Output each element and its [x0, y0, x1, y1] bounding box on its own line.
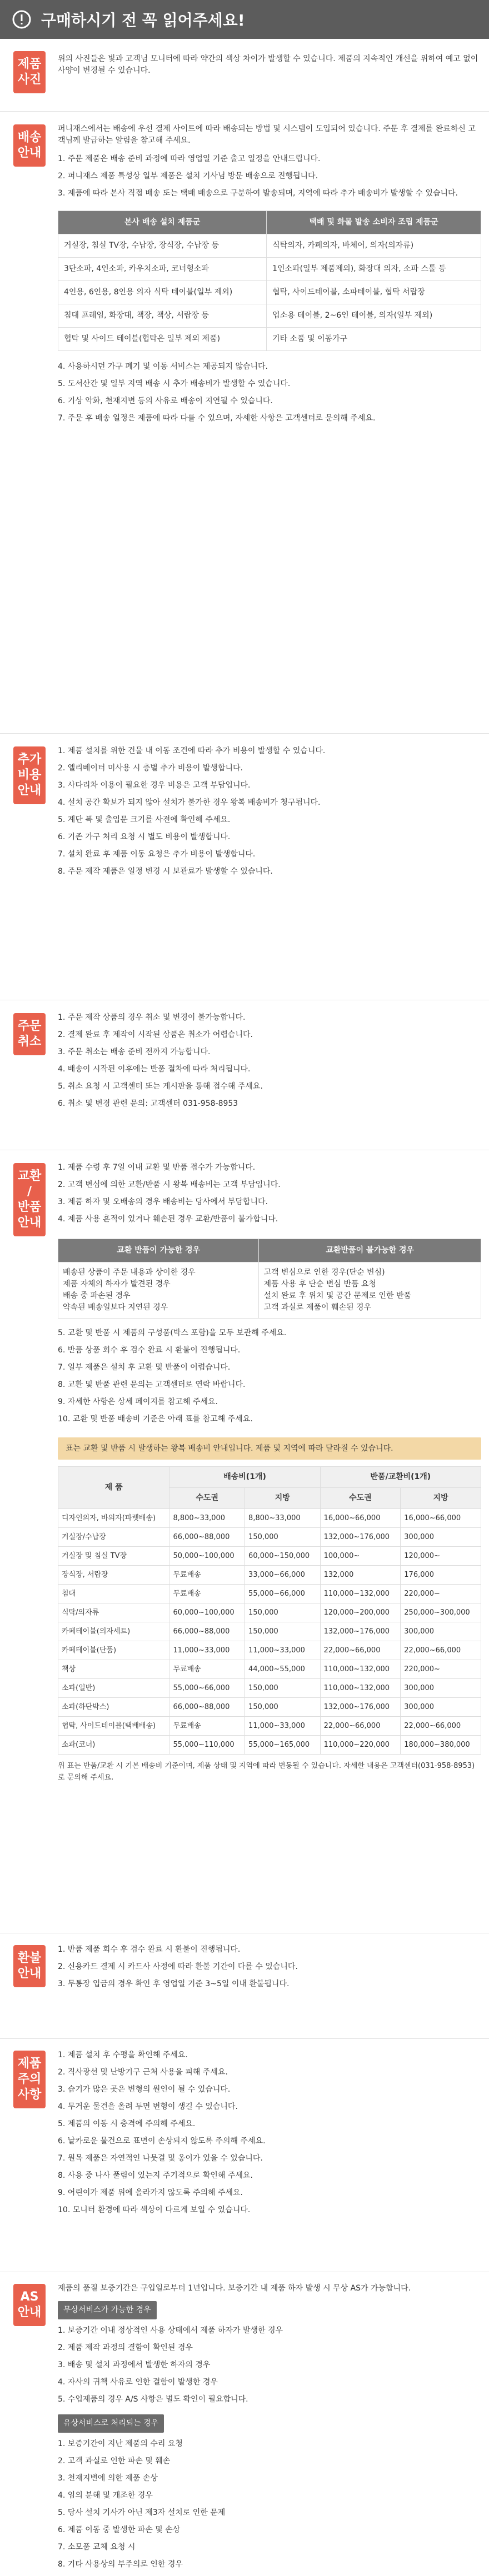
list-item: 10. 모니터 환경에 따라 색상이 다르게 보일 수 있습니다.	[58, 2206, 251, 2214]
as-intro: 제품의 품질 보증기간은 구입일로부터 1년입니다. 보증기간 내 제품 하자 발생 시 무상 AS가 가능합니다.	[58, 2284, 411, 2293]
delivery-intro: 퍼니재스에서는 배송에 우선 결제 사이트에 따라 배송되는 방법 및 시스템이 도입되어 있습니다. 주문 후 결제를 완료하신 고객님께 발급하는 알림을 참고해 주세요.	[58, 124, 476, 145]
list-item: 2. 제품 제작 과정의 결함이 확인된 경우	[58, 2343, 193, 2352]
table-cell: 16,000~66,000	[320, 1509, 401, 1528]
badge-line: 제품	[17, 57, 42, 71]
table-cell: 220,000~	[401, 1660, 481, 1679]
table-row	[58, 1622, 481, 1641]
list-item: 5. 계단 폭 및 출입문 크기를 사전에 확인해 주세요.	[58, 815, 231, 824]
product-photo-text: 위의 사진들은 빛과 고객님 모니터에 따라 약간의 색상 차이가 발생할 수 있습니다. 제품의 지속적인 개선을 위하여 예고 없이 사양이 변경될 수 있습니다.	[58, 54, 478, 75]
paid-service-label: 유상서비스로 처리되는 경우	[58, 2414, 164, 2433]
list-item: 10. 교환 및 반품 배송비 기준은 아래 표를 참고해 주세요.	[58, 1415, 253, 1424]
table-cell: 소파(코너)	[58, 1736, 169, 1755]
list-item: 고객 과실로 제품이 훼손된 경우	[263, 1303, 372, 1312]
table-cell	[58, 1262, 259, 1319]
table-cell: 55,000~110,000	[169, 1736, 245, 1755]
list-item: 4. 사용하시던 가구 폐기 및 이동 서비스는 제공되지 않습니다.	[58, 362, 268, 371]
caution-badge	[13, 2051, 46, 2108]
list-item: 2. 직사광선 및 난방기구 근처 사용을 피해 주세요.	[58, 2068, 228, 2077]
list-item: 3. 사다리차 이용이 필요한 경우 비용은 고객 부담입니다.	[58, 781, 251, 790]
table-cell: 협탁, 사이드테이블, 소파테이블, 협탁 서랍장	[267, 281, 481, 304]
table-header: 배송비(1개)	[169, 1467, 320, 1488]
list-item: 3. 습기가 많은 곳은 변형의 원인이 될 수 있습니다.	[58, 2085, 231, 2094]
table-cell: 침대	[58, 1585, 169, 1603]
table-cell: 3단소파, 4인소파, 카우치소파, 코너형소파	[58, 258, 267, 281]
delivery-badge	[13, 124, 46, 167]
table-cell: 220,000~	[401, 1585, 481, 1603]
extra-cost-badge	[13, 746, 46, 804]
list-item: 1. 보증기간 이내 정상적인 사용 상태에서 제품 하자가 발생한 경우	[58, 2326, 283, 2335]
table-subheader: 수도권	[320, 1488, 401, 1509]
table-header: 교환반품이 불가능한 경우	[259, 1239, 481, 1262]
table-cell: 150,000	[245, 1698, 321, 1717]
paid-service-list	[58, 2438, 481, 2570]
exchange-return-table	[58, 1239, 481, 1319]
list-item: 8. 사용 중 나사 풀림이 있는지 주기적으로 확인해 주세요.	[58, 2171, 253, 2180]
list-item: 6. 제품 이동 중 발생한 파손 및 손상	[58, 2525, 181, 2534]
list-item: 1. 제품 설치 후 수평을 확인해 주세요.	[58, 2051, 188, 2059]
table-cell: 50,000~100,000	[169, 1547, 245, 1566]
table-cell: 협탁, 사이드테이블(택배배송)	[58, 1717, 169, 1736]
list-item: 2. 엘리베이터 미사용 시 층별 추가 비용이 발생합니다.	[58, 764, 243, 773]
table-cell	[259, 1262, 481, 1319]
product-photo-badge	[13, 51, 46, 93]
table-cell: 장식장, 서랍장	[58, 1566, 169, 1585]
table-cell: 132,000~176,000	[320, 1528, 401, 1547]
table-cell: 110,000~220,000	[320, 1736, 401, 1755]
order-cancel-list	[58, 1012, 481, 1110]
table-header: 택배 및 화물 발송 소비자 조립 제품군	[267, 211, 481, 234]
table-cell: 카페테이블(단품)	[58, 1641, 169, 1660]
table-row	[58, 281, 481, 304]
extra-cost-section	[0, 733, 489, 1000]
table-row	[58, 1679, 481, 1698]
table-cell: 300,000	[401, 1679, 481, 1698]
table-cell: 66,000~88,000	[169, 1622, 245, 1641]
table-cell: 22,000~66,000	[401, 1717, 481, 1736]
table-cell: 협탁 및 사이드 테이블(협탁은 일부 제외 제품)	[58, 328, 267, 351]
badge-line: 반품	[17, 1200, 42, 1214]
list-item: 4. 제품 사용 흔적이 있거나 훼손된 경우 교환/반품이 불가합니다.	[58, 1215, 278, 1224]
table-cell: 식탁/의자류	[58, 1603, 169, 1622]
list-item: 5. 당사 설치 기사가 아닌 제3자 설치로 인한 문제	[58, 2508, 226, 2517]
notice-box: 표는 교환 및 반품 시 발생하는 왕복 배송비 안내입니다. 제품 및 지역에 따라 달라질 수 있습니다.	[58, 1437, 481, 1460]
list-item: 6. 기상 악화, 천재지변 등의 사유로 배송이 지연될 수 있습니다.	[58, 397, 273, 405]
table-cell: 44,000~55,000	[245, 1660, 321, 1679]
table-cell: 거실장, 침실 TV장, 수납장, 장식장, 수납장 등	[58, 234, 267, 258]
table-cell: 소파(일반)	[58, 1679, 169, 1698]
table-cell: 55,000~66,000	[245, 1585, 321, 1603]
table-cell: 11,000~33,000	[245, 1641, 321, 1660]
table-cell: 16,000~66,000	[401, 1509, 481, 1528]
badge-line: 교환	[17, 1169, 42, 1183]
list-item: 1. 제품 수령 후 7일 이내 교환 및 반품 접수가 가능합니다.	[58, 1163, 256, 1172]
table-cell: 무료배송	[169, 1660, 245, 1679]
list-item: 5. 제품의 이동 시 충격에 주의해 주세요.	[58, 2119, 196, 2128]
free-service-list	[58, 2325, 481, 2405]
table-cell: 8,800~33,000	[169, 1509, 245, 1528]
list-item: 3. 주문 취소는 배송 준비 전까지 가능합니다.	[58, 1048, 211, 1056]
table-cell: 4인용, 6인용, 8인용 의자 식탁 테이블(일부 제외)	[58, 281, 267, 304]
list-item: 1. 주문 제작 상품의 경우 취소 및 변경이 불가능합니다.	[58, 1013, 246, 1022]
table-cell: 60,000~150,000	[245, 1547, 321, 1566]
table-subheader: 지방	[245, 1488, 321, 1509]
shipping-footnote: 위 표는 반품/교환 시 기본 배송비 기준이며, 제품 상태 및 지역에 따라 변동될 수 있습니다. 자세한 내용은 고객센터(031-958-8953)로 문의해 주세요.	[58, 1762, 475, 1782]
order-cancel-badge	[13, 1013, 46, 1055]
table-cell: 60,000~100,000	[169, 1603, 245, 1622]
table-cell: 100,000~	[320, 1547, 401, 1566]
list-item: 1. 주문 제품은 배송 준비 과정에 따라 영업일 기준 출고 일정을 안내드립니다.	[58, 154, 321, 163]
delivery-table	[58, 211, 481, 351]
badge-line: 비용	[17, 768, 42, 782]
list-item: 5. 교환 및 반품 시 제품의 구성품(박스 포함)을 모두 보관해 주세요.	[58, 1329, 287, 1337]
list-item: 2. 결제 완료 후 제작이 시작된 상품은 취소가 어렵습니다.	[58, 1030, 253, 1039]
table-cell: 150,000	[245, 1679, 321, 1698]
table-row	[58, 1603, 481, 1622]
refund-list	[58, 1944, 481, 1990]
list-item: 4. 임의 분해 및 개조한 경우	[58, 2491, 153, 2500]
list-item: 3. 천재지변에 의한 제품 손상	[58, 2474, 158, 2483]
table-cell: 거실장 및 침실 TV장	[58, 1547, 169, 1566]
list-item: 4. 설치 공간 확보가 되지 않아 설치가 불가한 경우 왕복 배송비가 청구됩니다.	[58, 798, 321, 807]
list-item: 9. 자세한 사항은 상세 페이지를 참고해 주세요.	[58, 1397, 218, 1406]
list-item: 5. 도서산간 및 일부 지역 배송 시 추가 배송비가 발생할 수 있습니다.	[58, 379, 291, 388]
as-badge	[13, 2284, 46, 2326]
page-title: 구매하시기 전 꼭 읽어주세요!	[41, 11, 245, 29]
table-cell: 업소용 테이블, 2~6인 테이블, 의자(일부 제외)	[267, 304, 481, 328]
table-header: 본사 배송 설치 제품군	[58, 211, 267, 234]
table-cell: 디자인의자, 바의자(파렛배송)	[58, 1509, 169, 1528]
table-row	[58, 328, 481, 351]
table-cell: 1인소파(일부 제품제외), 화장대 의자, 소파 스툴 등	[267, 258, 481, 281]
table-cell: 300,000	[401, 1528, 481, 1547]
badge-line: 안내	[17, 146, 42, 160]
delivery-list-2	[58, 361, 481, 424]
table-row	[58, 258, 481, 281]
table-cell: 소파(하단박스)	[58, 1698, 169, 1717]
as-section	[0, 2272, 489, 2569]
badge-line: 제품	[17, 2057, 42, 2071]
order-cancel-section	[0, 1000, 489, 1150]
table-row	[58, 304, 481, 328]
exchange-return-list-2	[58, 1327, 481, 1425]
table-row	[58, 1566, 481, 1585]
table-row	[58, 234, 481, 258]
table-cell: 22,000~66,000	[320, 1717, 401, 1736]
badge-line: AS	[20, 2290, 39, 2304]
badge-line: 추가	[17, 753, 42, 766]
list-item: 제품 자체의 하자가 발견된 경우	[63, 1280, 171, 1289]
badge-line: 안내	[17, 784, 42, 798]
table-cell: 침대 프레임, 화장대, 책장, 책상, 서랍장 등	[58, 304, 267, 328]
badge-line: 안내	[17, 2306, 42, 2319]
table-cell: 무료배송	[169, 1717, 245, 1736]
badge-line: 취소	[17, 1035, 42, 1049]
list-item: 4. 무거운 물건을 올려 두면 변형이 생길 수 있습니다.	[58, 2102, 238, 2111]
badge-line: 배송	[17, 131, 42, 144]
table-cell: 55,000~66,000	[169, 1679, 245, 1698]
list-item: 고객 변심으로 인한 경우(단순 변심)	[263, 1268, 385, 1277]
table-cell: 22,000~66,000	[401, 1641, 481, 1660]
table-row	[58, 1585, 481, 1603]
table-cell: 11,000~33,000	[245, 1717, 321, 1736]
table-cell: 11,000~33,000	[169, 1641, 245, 1660]
table-cell: 기타 소품 및 이동가구	[267, 328, 481, 351]
badge-line: /	[27, 1185, 32, 1199]
table-cell: 33,000~66,000	[245, 1566, 321, 1585]
table-cell: 120,000~	[401, 1547, 481, 1566]
table-cell: 책상	[58, 1660, 169, 1679]
refund-section	[0, 1933, 489, 2038]
list-item: 3. 제품 하자 및 오배송의 경우 배송비는 당사에서 부담합니다.	[58, 1197, 268, 1206]
table-row	[58, 1660, 481, 1679]
table-header: 반품/교환비(1개)	[320, 1467, 481, 1488]
badge-line: 사진	[17, 73, 42, 87]
table-cell: 250,000~300,000	[401, 1603, 481, 1622]
shipping-fee-table	[58, 1466, 481, 1755]
notice-header	[0, 0, 489, 39]
list-item: 5. 수입제품의 경우 A/S 사항은 별도 확인이 필요합니다.	[58, 2395, 248, 2404]
list-item: 7. 설치 완료 후 제품 이동 요청은 추가 비용이 발생합니다.	[58, 850, 256, 859]
table-row	[58, 1528, 481, 1547]
list-item: 3. 제품에 따라 본사 직접 배송 또는 택배 배송으로 구분하여 발송되며, 지역에 따라 추가 배송비가 발생할 수 있습니다.	[58, 189, 458, 198]
table-header: 교환 반품이 가능한 경우	[58, 1239, 259, 1262]
list-item: 배송된 상품이 주문 내용과 상이한 경우	[63, 1268, 196, 1277]
table-cell: 카페테이블(의자세트)	[58, 1622, 169, 1641]
list-item: 4. 자사의 귀책 사유로 인한 결함이 발생한 경우	[58, 2378, 218, 2387]
list-item: 4. 배송이 시작된 이후에는 반품 절차에 따라 처리됩니다.	[58, 1065, 251, 1074]
list-item: 7. 소모품 교체 요청 시	[58, 2543, 136, 2552]
list-item: 배송 중 파손된 경우	[63, 1291, 131, 1300]
table-cell: 110,000~132,000	[320, 1679, 401, 1698]
list-item: 제품 사용 후 단순 변심 반품 요청	[263, 1280, 376, 1289]
badge-line: 사항	[17, 2088, 42, 2102]
table-row	[58, 1262, 481, 1319]
list-item: 7. 일부 제품은 설치 후 교환 및 반품이 어렵습니다.	[58, 1363, 231, 1372]
exchange-return-section	[0, 1150, 489, 1782]
list-item: 1. 제품 설치를 위한 건물 내 이동 조건에 따라 추가 비용이 발생할 수 있습니다.	[58, 746, 326, 755]
extra-cost-list	[58, 745, 481, 878]
list-item: 2. 고객 변심에 의한 교환/반품 시 왕복 배송비는 고객 부담입니다.	[58, 1180, 281, 1189]
table-cell: 150,000	[245, 1622, 321, 1641]
table-cell: 무료배송	[169, 1566, 245, 1585]
list-item: 6. 반품 상품 회수 후 검수 완료 시 환불이 진행됩니다.	[58, 1346, 241, 1355]
table-row	[58, 1717, 481, 1736]
table-row	[58, 1641, 481, 1660]
table-cell: 식탁의자, 카페의자, 바체어, 의자(의자류)	[267, 234, 481, 258]
badge-line: 환불	[17, 1951, 42, 1965]
table-cell: 거실장/수납장	[58, 1528, 169, 1547]
table-subheader: 지방	[401, 1488, 481, 1509]
list-item: 3. 배송 및 설치 과정에서 발생한 하자의 경우	[58, 2361, 211, 2369]
list-item: 2. 고객 과실로 인한 파손 및 훼손	[58, 2457, 171, 2465]
list-item: 5. 취소 요청 시 고객센터 또는 게시판을 통해 접수해 주세요.	[58, 1082, 263, 1091]
table-cell: 8,800~33,000	[245, 1509, 321, 1528]
table-header: 제 품	[58, 1467, 169, 1509]
list-item: 1. 반품 제품 회수 후 검수 완료 시 환불이 진행됩니다.	[58, 1945, 241, 1954]
table-cell: 무료배송	[169, 1585, 245, 1603]
badge-line: 주의	[17, 2072, 42, 2086]
table-cell: 176,000	[401, 1566, 481, 1585]
table-subheader: 수도권	[169, 1488, 245, 1509]
delivery-list	[58, 153, 481, 199]
product-photo-section	[0, 39, 489, 111]
badge-line: 주문	[17, 1019, 42, 1033]
list-item: 설치 완료 후 위치 및 공간 문제로 인한 반품	[263, 1291, 411, 1300]
refund-badge	[13, 1945, 46, 1987]
table-row	[58, 1698, 481, 1717]
table-cell: 150,000	[245, 1603, 321, 1622]
table-cell: 132,000	[320, 1566, 401, 1585]
list-item: 약속된 배송일보다 지연된 경우	[63, 1303, 168, 1312]
table-cell: 120,000~200,000	[320, 1603, 401, 1622]
caution-section	[0, 2038, 489, 2272]
table-row	[58, 1509, 481, 1528]
exchange-return-badge	[13, 1163, 46, 1236]
list-item: 7. 주문 후 배송 일정은 제품에 따라 다를 수 있으며, 자세한 사항은 고객센터로 문의해 주세요.	[58, 414, 376, 423]
list-item: 8. 교환 및 반품 관련 문의는 고객센터로 연락 바랍니다.	[58, 1380, 246, 1389]
table-cell: 132,000~176,000	[320, 1622, 401, 1641]
warning-icon	[11, 9, 32, 30]
badge-line: 안내	[17, 1967, 42, 1981]
list-item: 2. 퍼니재스 제품 특성상 일부 제품은 설치 기사님 방문 배송으로 진행됩니다.	[58, 172, 318, 181]
table-cell: 110,000~132,000	[320, 1585, 401, 1603]
list-item: 6. 취소 및 변경 관련 문의: 고객센터 031-958-8953	[58, 1099, 238, 1108]
table-cell: 110,000~132,000	[320, 1660, 401, 1679]
table-cell: 180,000~380,000	[401, 1736, 481, 1755]
table-cell: 150,000	[245, 1528, 321, 1547]
list-item: 2. 신용카드 결제 시 카드사 사정에 따라 환불 기간이 다를 수 있습니다.	[58, 1962, 298, 1971]
list-item: 6. 날카로운 물건으로 표면이 손상되지 않도록 주의해 주세요.	[58, 2137, 266, 2146]
table-row	[58, 1736, 481, 1755]
table-cell: 22,000~66,000	[320, 1641, 401, 1660]
table-cell: 66,000~88,000	[169, 1698, 245, 1717]
table-cell: 66,000~88,000	[169, 1528, 245, 1547]
table-cell: 55,000~165,000	[245, 1736, 321, 1755]
list-item: 9. 어린이가 제품 위에 올라가지 않도록 주의해 주세요.	[58, 2188, 243, 2197]
list-item: 6. 기존 가구 처리 요청 시 별도 비용이 발생합니다.	[58, 833, 231, 841]
list-item: 1. 보증기간이 지난 제품의 수리 요청	[58, 2439, 183, 2448]
list-item: 7. 원목 제품은 자연적인 나뭇결 및 옹이가 있을 수 있습니다.	[58, 2154, 263, 2163]
free-service-label: 무상서비스가 가능한 경우	[58, 2301, 157, 2319]
table-cell: 300,000	[401, 1622, 481, 1641]
table-cell: 300,000	[401, 1698, 481, 1717]
badge-line: 안내	[17, 1216, 42, 1230]
exchange-return-list	[58, 1162, 481, 1225]
list-item: 8. 기타 사용상의 부주의로 인한 경우	[58, 2560, 183, 2569]
caution-list	[58, 2049, 481, 2216]
table-cell: 132,000~176,000	[320, 1698, 401, 1717]
delivery-section	[0, 111, 489, 733]
list-item: 8. 주문 제작 제품은 일정 변경 시 보관료가 발생할 수 있습니다.	[58, 867, 273, 876]
list-item: 3. 무통장 입금의 경우 확인 후 영업일 기준 3~5일 이내 환불됩니다.	[58, 1979, 290, 1988]
table-row	[58, 1547, 481, 1566]
